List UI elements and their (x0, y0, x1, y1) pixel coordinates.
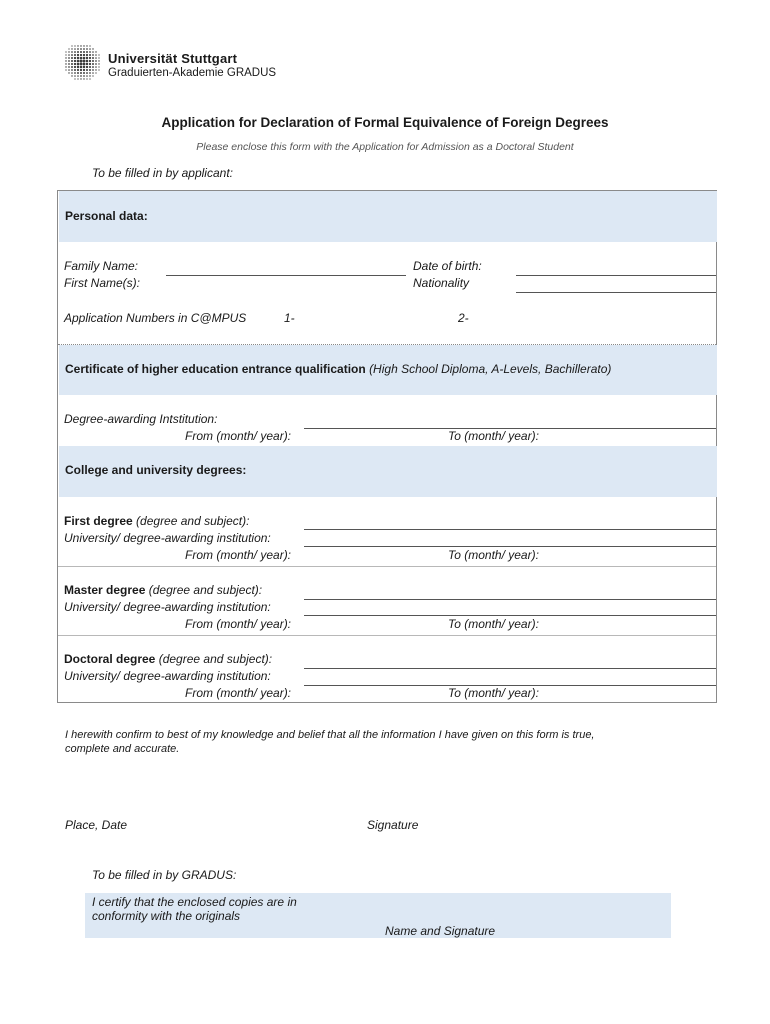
certificate-heading: Certificate of higher education entrance qualification (65, 362, 366, 376)
name-signature-label: Name and Signature (385, 924, 496, 938)
application-number-2[interactable]: 2- (458, 311, 469, 325)
master-degree-from-label: From (month/ year): (185, 617, 292, 631)
doctoral-degree-to-label: To (month/ year): (448, 686, 539, 700)
application-form (57, 190, 717, 703)
signature-label: Signature (367, 818, 419, 832)
first-degree-university-label: University/ degree-awarding institution: (64, 531, 271, 545)
first-degree-from-label: From (month/ year): (185, 548, 292, 562)
page-subtitle: Please enclose this form with the Application for Admission as a Doctoral Student (196, 141, 574, 153)
certify-line-1: I certify that the enclosed copies are in (92, 895, 297, 909)
personal-data-header (59, 191, 717, 242)
certificate-to-label: To (month/ year): (448, 429, 539, 443)
master-degree-to-label: To (month/ year): (448, 617, 539, 631)
confirmation-line-2: complete and accurate. (65, 743, 180, 755)
doctoral-degree-subject-label: (degree and subject): (158, 652, 273, 666)
doctoral-degree-from-label: From (month/ year): (185, 686, 292, 700)
university-logo (62, 42, 102, 82)
date-of-birth-field[interactable] (516, 275, 716, 276)
academy-name: Graduierten-Akademie GRADUS (108, 67, 277, 79)
certify-line-2: conformity with the originals (92, 909, 241, 923)
master-degree-field[interactable] (304, 599, 716, 600)
gradus-certification-box (85, 893, 671, 938)
confirmation-line-1: I herewith confirm to best of my knowledge and belief that all the information I have given on this form is true, (65, 729, 595, 741)
master-degree-subject-label: (degree and subject): (148, 583, 263, 597)
college-header (59, 446, 717, 497)
doctoral-degree-label: Doctoral degree (64, 652, 156, 666)
doctoral-degree-field[interactable] (304, 668, 716, 669)
divider (58, 635, 716, 636)
divider (58, 566, 716, 567)
certificate-header (59, 345, 717, 395)
gradus-note: To be filled in by GRADUS: (92, 868, 237, 882)
certificate-institution-label: Degree-awarding Intstitution: (64, 412, 218, 426)
first-degree-label: First degree (64, 514, 133, 528)
first-degree-field[interactable] (304, 529, 716, 530)
university-name: Universität Stuttgart (108, 51, 238, 66)
family-name-field[interactable] (166, 275, 406, 276)
first-degree-to-label: To (month/ year): (448, 548, 539, 562)
place-date-label: Place, Date (65, 818, 128, 832)
date-of-birth-label: Date of birth: (413, 259, 482, 273)
page-title: Application for Declaration of Formal Equivalence of Foreign Degrees (161, 115, 609, 130)
certificate-from-label: From (month/ year): (185, 429, 292, 443)
nationality-field[interactable] (516, 292, 716, 293)
nationality-label: Nationality (413, 276, 470, 290)
first-names-label: First Name(s): (64, 276, 140, 290)
master-degree-university-field[interactable] (304, 615, 716, 616)
first-degree-university-field[interactable] (304, 546, 716, 547)
applicant-note: To be filled in by applicant: (92, 166, 233, 180)
master-degree-label: Master degree (64, 583, 146, 597)
doctoral-degree-university-label: University/ degree-awarding institution: (64, 669, 271, 683)
master-degree-university-label: University/ degree-awarding institution: (64, 600, 271, 614)
college-heading: College and university degrees: (65, 463, 247, 477)
certificate-heading-note: (High School Diploma, A-Levels, Bachillerato) (369, 362, 612, 376)
application-numbers-label: Application Numbers in C@MPUS (64, 311, 247, 325)
family-name-label: Family Name: (64, 259, 139, 273)
application-number-1[interactable]: 1- (284, 311, 295, 325)
personal-data-heading: Personal data: (65, 209, 148, 223)
first-degree-subject-label: (degree and subject): (136, 514, 250, 528)
